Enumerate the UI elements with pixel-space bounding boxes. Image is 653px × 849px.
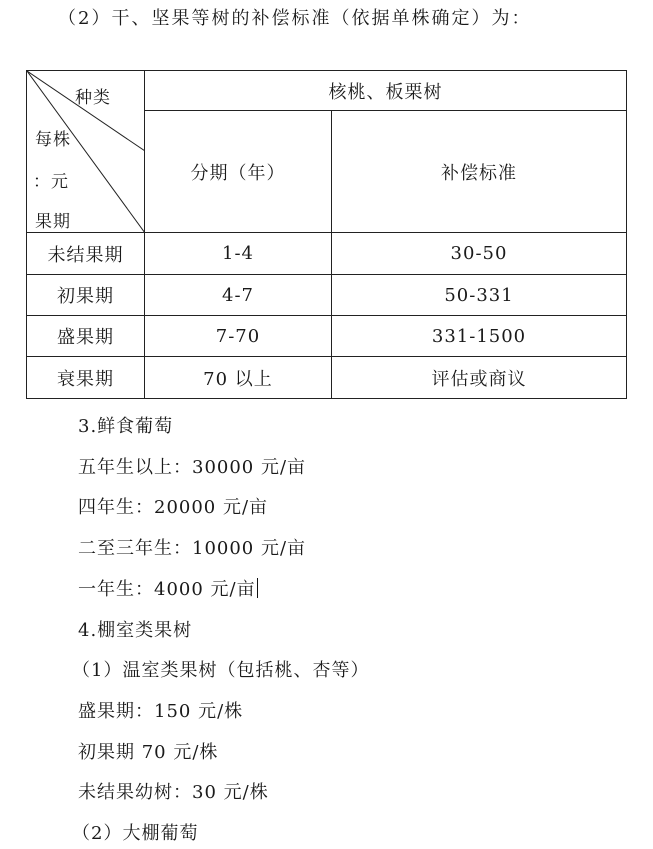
price-line-with-cursor[interactable] [78,575,258,601]
price-line: 盛果期：150 元/株 [78,701,244,722]
table-row [27,357,627,399]
standard-cell: 30-50 [332,233,627,275]
period-cell: 7-70 [145,316,332,357]
column-header-period: 分期（年） [145,111,332,233]
period-cell: 4-7 [145,275,332,316]
stage-cell: 衰果期 [27,357,145,399]
price-line: 未结果幼树：30 元/株 [78,782,269,803]
standard-cell: 评估或商议 [332,357,627,399]
period-cell: 70 以上 [145,357,332,399]
standard-cell: 50-331 [332,275,627,316]
price-line: 初果期 70 元/株 [78,742,219,763]
table-row [27,275,627,316]
column-header-standard: 补偿标准 [332,111,627,233]
stage-cell: 盛果期 [27,316,145,357]
corner-label-unit: ：元 [33,172,69,192]
stage-cell: 未结果期 [27,233,145,275]
subsection-title-greenhouse: 4.棚室类果树 [78,620,193,641]
corner-label-type: 种类 [75,88,111,108]
stage-cell: 初果期 [27,275,145,316]
group-header: 核桃、板栗树 [145,71,627,111]
standard-cell: 331-1500 [332,316,627,357]
text-cursor [257,578,258,598]
sub-item-title: （2）大棚葡萄 [72,823,199,844]
price-line: 五年生以上：30000 元/亩 [78,457,307,478]
price-line: 二至三年生：10000 元/亩 [78,538,307,559]
corner-label-per-unit: 每株 [35,130,71,150]
price-line-text: 一年生：4000 元/亩 [78,579,256,600]
table-corner-cell [27,71,145,233]
corner-label-stage: 果期 [35,212,71,232]
subsection-title-grapes: 3.鲜食葡萄 [78,416,174,437]
section-heading: （2）干、坚果等树的补偿标准（依据单株确定）为： [58,8,532,29]
price-line: 四年生：20000 元/亩 [78,497,269,518]
table-row [27,233,627,275]
period-cell: 1-4 [145,233,332,275]
sub-item-title: （1）温室类果树（包括桃、杏等） [72,660,370,681]
table-row [27,316,627,357]
compensation-table [26,70,627,399]
